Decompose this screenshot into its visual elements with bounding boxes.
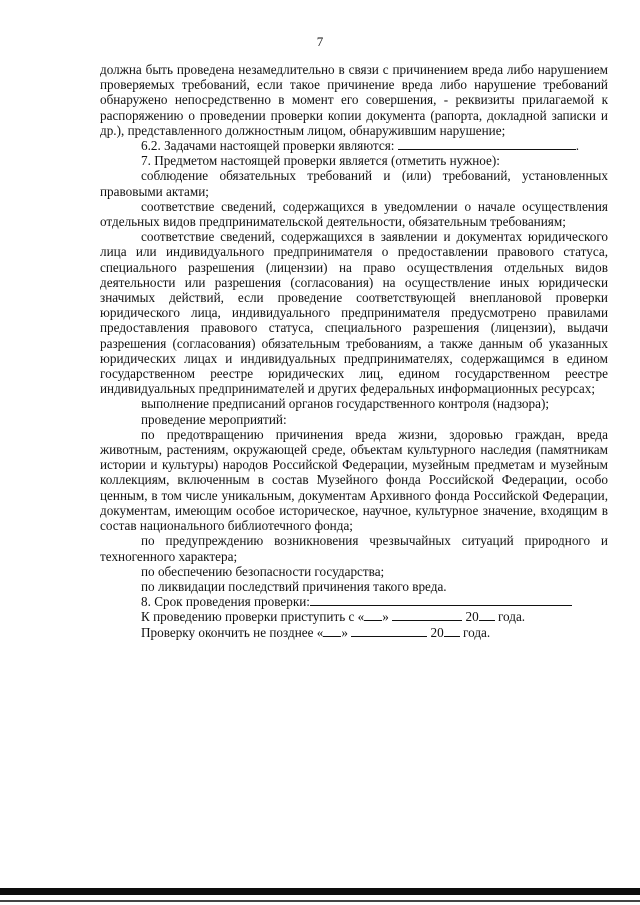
end-day-blank (323, 625, 341, 637)
end-month-blank (351, 625, 427, 637)
paragraph: должна быть проведена незамедлительно в связи с причинением вреда либо нарушением проверяемых требований, если такое причинение вреда либо нарушение требований обнаружено непосредственно в момент его совершения, - реквизиты прилагаемой к распоряжению о проведении проверки копии документа (рапорта, докладной записки и др.), представленного должностным лицом, обнаружившим нарушение; (100, 62, 608, 138)
start-date-line (100, 609, 608, 624)
paragraph: 7. Предметом настоящей проверки является (отметить нужное): (141, 153, 500, 169)
paragraph: соответствие сведений, содержащихся в уведомлении о начале осуществления отдельных видов предпринимательской деятельности, обязательным требованиям; (100, 198, 608, 230)
end-year-prefix: 20 (430, 624, 444, 640)
paragraph: по предотвращению причинения вреда жизни, здоровью граждан, вреда животным, растениям, окружающей среде, объектам культурного наследия (памятникам истории и культуры) народов Российской Федерации, музейным предметам и музейным коллекциям, включенным в состав Музейного фонда Российской Федерации, особо ценным, в том числе уникальным, документам Архивного фонда Российской Федерации, документам, имеющим особое историческое, научное, культурное значение, входящим в состав национального библиотечного фонда; (100, 426, 608, 534)
scan-border-line (0, 900, 640, 902)
page-number: 7 (316, 34, 324, 49)
paragraph: по ликвидации последствий причинения такого вреда. (141, 578, 447, 594)
paragraph: соблюдение обязательных требований и (или) требований, установленных правовыми актами; (100, 168, 608, 199)
end-date-line (100, 625, 608, 640)
paragraph: выполнение предписаний органов государственного контроля (надзора); (141, 396, 550, 412)
tasks-line: 6.2. Задачами настоящей проверки являются: . (141, 138, 580, 154)
paragraph: по обеспечению безопасности государства; (141, 563, 385, 579)
paragraph: соответствие сведений, содержащихся в заявлении и документах юридического лица или индивидуального предпринимателя о предоставлении правового статуса, специального разрешения (лицензии) на право осуществления отдельных видов деятельности или разрешения (согласования) на осуществление иных юридически значимых действий, если проведение соответствующей внеплановой проверки юридического лица, индивидуального предпринимателя предусмотрено правилами предоставления правового статуса, специального разрешения (лицензии), выдачи разрешения (согласования) обязательным требованиям, а также данным об указанных юридических лицах и индивидуальных предпринимателях, содержащимся в едином государственном реестре юридических лиц, едином государственном реестре индивидуальных предпринимателей и других федеральных информационных ресурсах; (100, 229, 608, 397)
end-date-mid: » (341, 624, 348, 640)
start-year-prefix: 20 (465, 609, 479, 625)
start-year-blank (479, 609, 495, 621)
paragraph: по предупреждению возникновения чрезвычайных ситуаций природного и техногенного характера; (100, 533, 608, 564)
start-day-blank (364, 609, 382, 621)
start-date-mid: » (382, 609, 389, 625)
end-year-blank (444, 625, 460, 637)
term-label: 8. Срок проведения проверки: (141, 594, 310, 610)
paragraph: проведение мероприятий: (141, 411, 287, 427)
end-date-prefix: Проверку окончить не позднее « (141, 624, 324, 640)
term-line (100, 594, 608, 609)
start-date-prefix: К проведению проверки приступить с « (141, 609, 365, 625)
start-month-blank (392, 609, 462, 621)
end-date-suffix: года. (463, 624, 491, 640)
document-body (100, 62, 608, 640)
tasks-label: 6.2. Задачами настоящей проверки являются: (141, 138, 395, 154)
start-date-suffix: года. (497, 609, 526, 625)
tasks-blank (398, 138, 576, 150)
scan-border-bar (0, 888, 640, 895)
term-blank (310, 594, 572, 606)
